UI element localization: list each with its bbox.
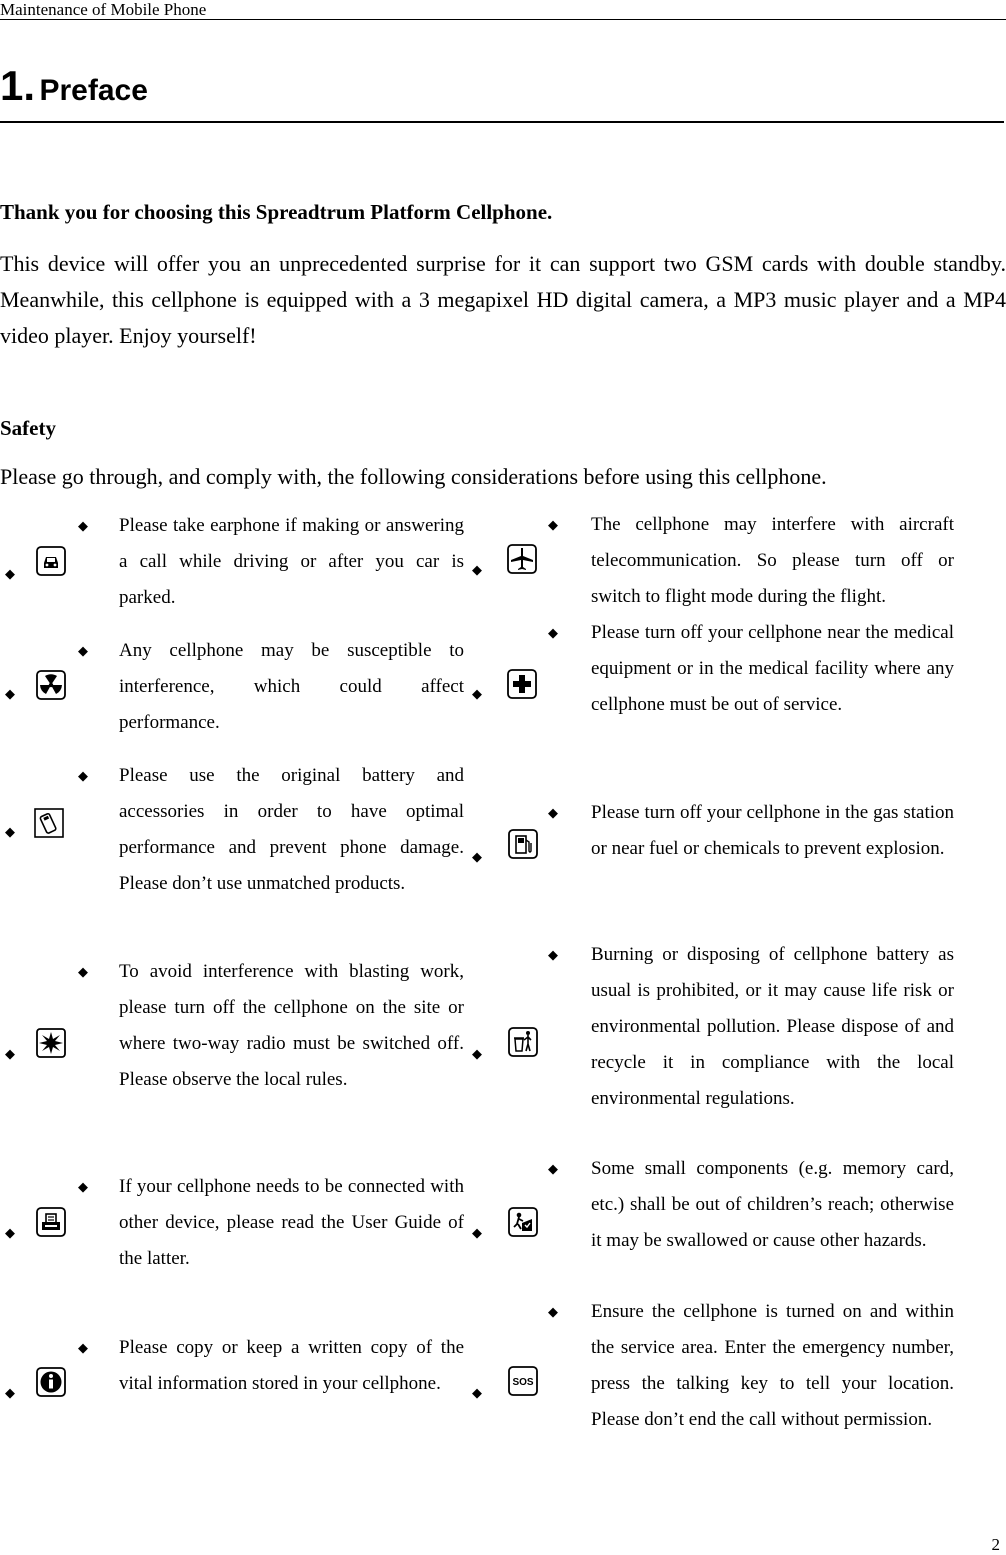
fuel-pump-icon: [508, 829, 538, 859]
safety-text: Please copy or keep a written copy of the vital information stored in your cellphone.: [119, 1337, 464, 1394]
header-rule: [0, 19, 1006, 20]
medical-cross-icon: [507, 669, 537, 699]
list-bullet: ◆: [78, 1179, 88, 1194]
diamond-marker-icon: ◆: [472, 1046, 482, 1061]
list-bullet: ◆: [548, 805, 558, 820]
intro-paragraph: This device will offer you an unprecedented surprise for it can support two GSM cards with double standby. Meanwhile, this cellphone is equipped with a 3 megapixel HD digital camera, a MP3 music player and a MP4 video player. Enjoy yourself!: [0, 251, 1006, 348]
list-bullet: ◆: [548, 625, 558, 640]
child-safety-icon: [508, 1207, 538, 1237]
device-connect-icon: [36, 1207, 66, 1237]
safety-heading: Safety: [0, 416, 56, 440]
list-bullet: ◆: [78, 768, 88, 783]
safety-text: Burning or disposing of cellphone battery as usual is prohibited, or it may cause life risk or environmental pollution. Please dispose of and recycle it in compliance with the local environmental regulations.: [591, 944, 954, 1109]
sos-icon: [508, 1366, 538, 1396]
diamond-marker-icon: ◆: [5, 1225, 15, 1240]
car-icon: [36, 546, 66, 576]
safety-text: The cellphone may interfere with aircraft telecommunication. So please turn off or switch to flight mode during the flight.: [591, 514, 954, 607]
safety-text: Ensure the cellphone is turned on and within the service area. Enter the emergency number, press the talking key to tell your location. Please don’t end the call without permission.: [591, 1301, 954, 1430]
blast-icon: [36, 1028, 66, 1058]
safety-text: Some small components (e.g. memory card, etc.) shall be out of children’s reach; otherwise it may be swallowed or cause other hazards.: [591, 1158, 954, 1251]
list-bullet: ◆: [548, 1161, 558, 1176]
sos-icon-label: SOS: [512, 1377, 534, 1388]
safety-text: To avoid interference with blasting work, please turn off the cellphone on the site or where two-way radio must be switched off. Please observe the local rules.: [119, 961, 464, 1090]
list-bullet: ◆: [548, 1304, 558, 1319]
safety-text: Please use the original battery and accessories in order to have optimal performance and prevent phone damage. Please don’t use unmatched products.: [119, 765, 464, 894]
diamond-marker-icon: ◆: [5, 824, 15, 839]
safety-text: Please turn off your cellphone in the gas station or near fuel or chemicals to prevent explosion.: [591, 802, 954, 859]
list-bullet: ◆: [78, 964, 88, 979]
airplane-icon: [507, 544, 537, 574]
list-bullet: ◆: [78, 643, 88, 658]
diamond-marker-icon: ◆: [472, 686, 482, 701]
diamond-marker-icon: ◆: [472, 849, 482, 864]
radiation-icon: [36, 670, 66, 700]
chapter-heading: [0, 62, 148, 110]
diamond-marker-icon: ◆: [5, 1385, 15, 1400]
safety-lead: Please go through, and comply with, the following considerations before using this cellphone.: [0, 464, 827, 489]
chapter-number: 1.: [0, 62, 36, 109]
thanks-heading: Thank you for choosing this Spreadtrum Platform Cellphone.: [0, 200, 553, 224]
diamond-marker-icon: ◆: [472, 1385, 482, 1400]
chapter-title: Preface: [39, 74, 148, 107]
diamond-marker-icon: ◆: [5, 1046, 15, 1061]
list-bullet: ◆: [78, 518, 88, 533]
safety-text: If your cellphone needs to be connected with other device, please read the User Guide of the latter.: [119, 1176, 464, 1269]
list-bullet: ◆: [78, 1340, 88, 1355]
page-number: 2: [991, 1535, 1000, 1554]
running-header: Maintenance of Mobile Phone: [0, 0, 207, 19]
safety-text: Please take earphone if making or answering a call while driving or after you car is parked.: [119, 515, 464, 608]
diamond-marker-icon: ◆: [472, 562, 482, 577]
diamond-marker-icon: ◆: [5, 566, 15, 581]
safety-text: Any cellphone may be susceptible to interference, which could affect performance.: [119, 640, 464, 733]
trash-bin-icon: [508, 1027, 538, 1057]
list-bullet: ◆: [548, 947, 558, 962]
chapter-rule: [0, 121, 1004, 123]
diamond-marker-icon: ◆: [472, 1225, 482, 1240]
battery-phone-icon: [34, 808, 64, 838]
diamond-marker-icon: ◆: [5, 686, 15, 701]
info-icon: [36, 1367, 66, 1397]
safety-text: Please turn off your cellphone near the medical equipment or in the medical facility where any cellphone must be out of service.: [591, 622, 954, 715]
list-bullet: ◆: [548, 517, 558, 532]
